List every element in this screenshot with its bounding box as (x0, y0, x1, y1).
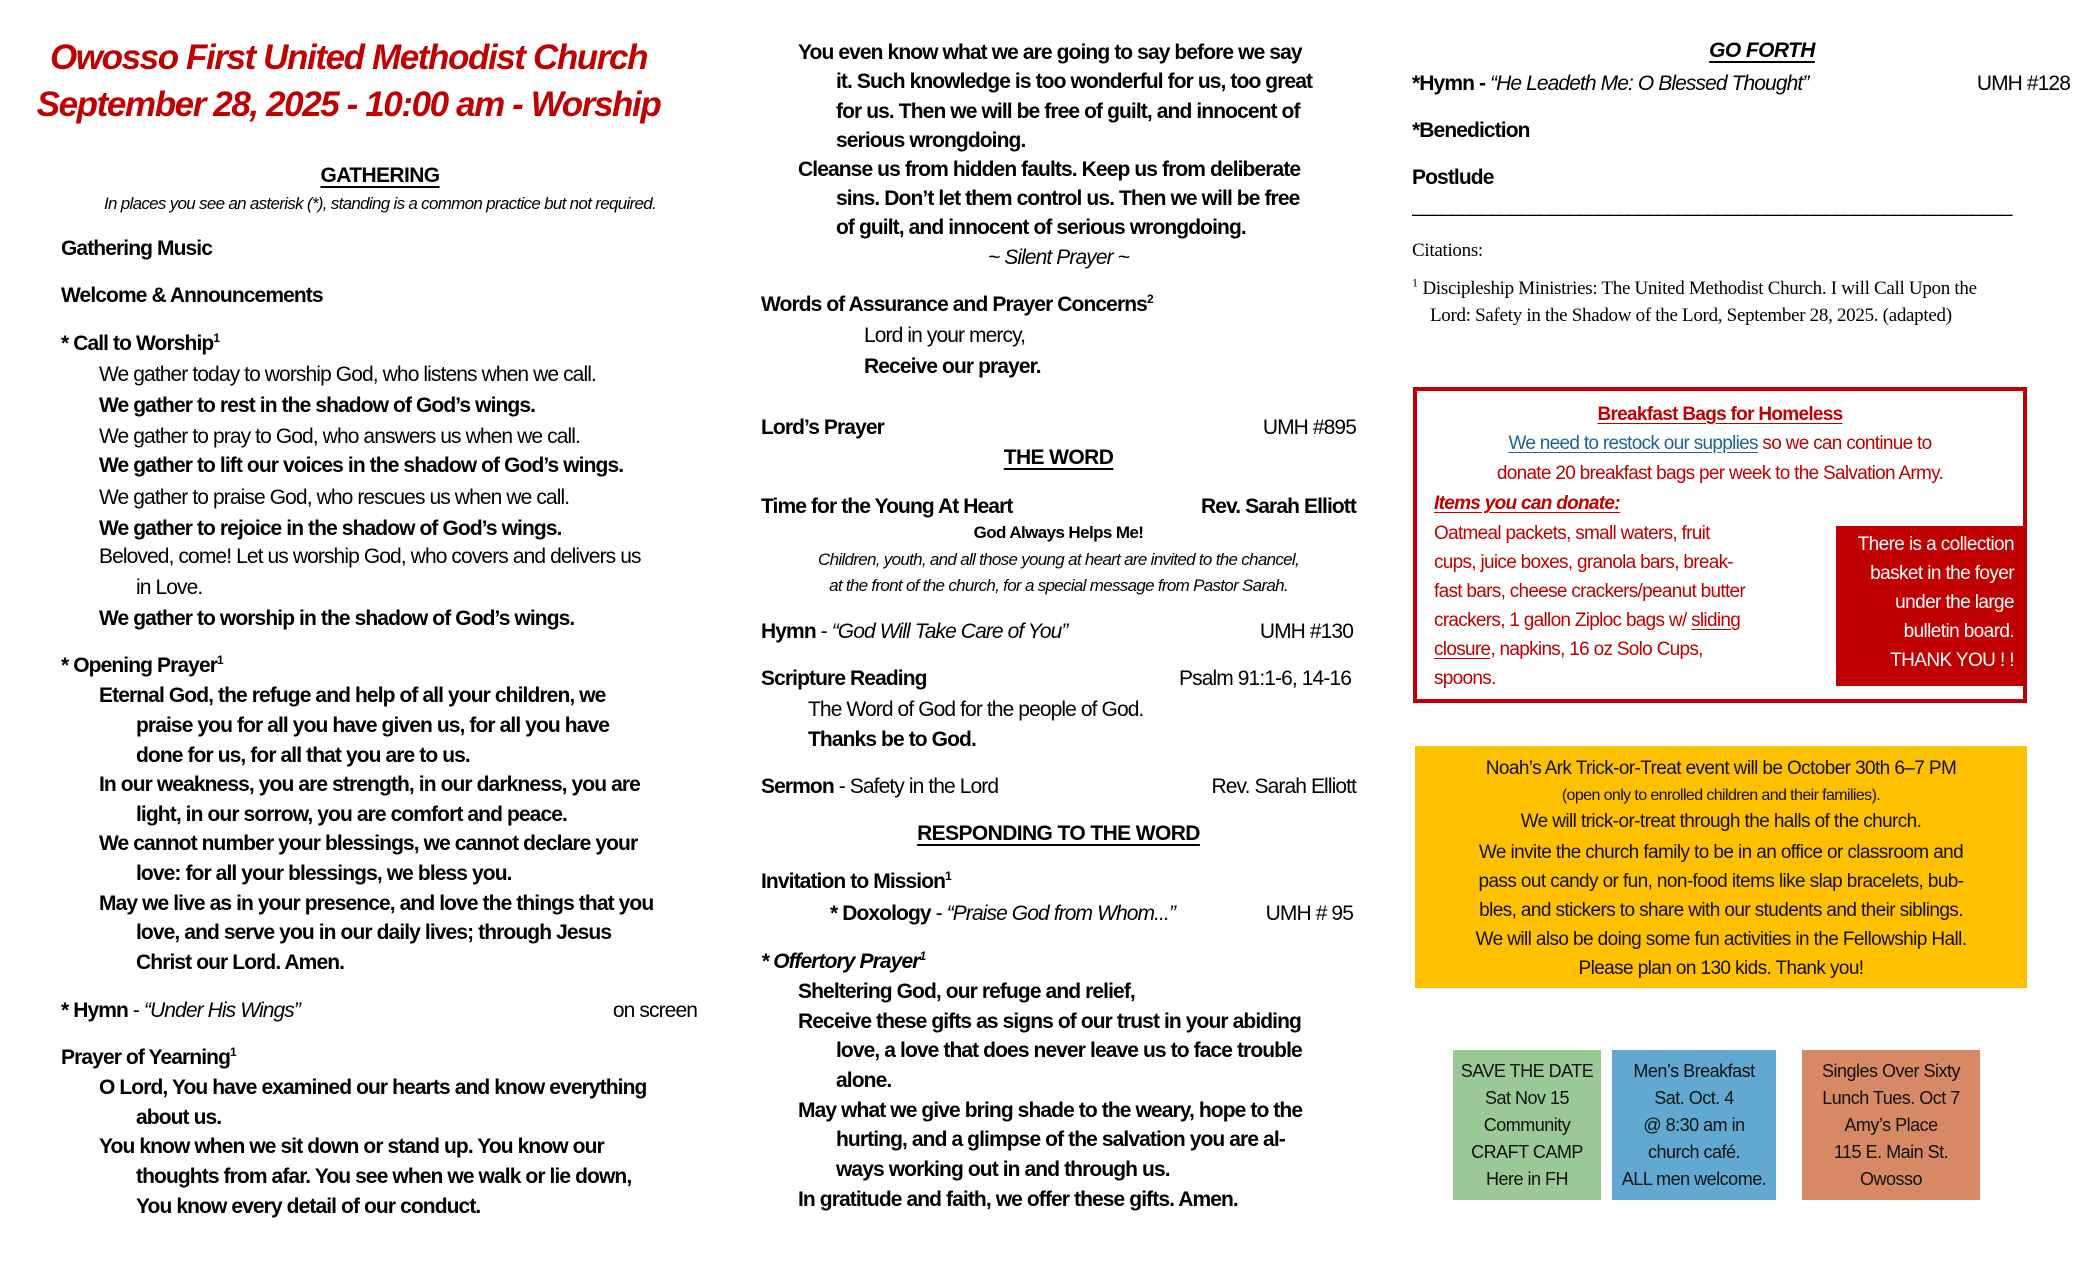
liturgy-people-line: We gather to rejoice in the shadow of God’s wings. (99, 517, 562, 540)
liturgy-people-line: We gather to lift our voices in the shadow of God’s wings. (99, 454, 624, 477)
footnote-ref: 1 (230, 1045, 237, 1059)
liturgy-people-line: Thanks be to God. (808, 728, 976, 751)
prayer-line-cont: about us. (136, 1106, 222, 1129)
prayer-line-cont: love, a love that does never leave us to face trouble (836, 1039, 1302, 1062)
notice-line: bles, and stickers to share with our students and their siblings. (1479, 900, 1963, 921)
prayer-line-cont: praise you for all you have given us, for all you have (136, 714, 610, 737)
benediction: *Benediction (1412, 119, 1530, 142)
offertory-label: * Offertory Prayer (761, 950, 920, 973)
breakfast-bags-intro (1417, 433, 2023, 455)
event-line: 115 E. Main St. (1833, 1142, 1949, 1162)
hymn-god-will-take-care (761, 619, 1068, 645)
event-line: church café. (1647, 1142, 1741, 1162)
prayer-line-cont: light, in our sorrow, you are comfort and peace. (136, 803, 567, 826)
citation-text: Discipleship Ministries: The United Methodist Church. I will Call Upon the (1422, 278, 1977, 299)
prayer-line-cont: Christ our Lord. Amen. (136, 951, 345, 974)
breakfast-bags-intro-2: donate 20 breakfast bags per week to the Salvation Army. (1496, 463, 1944, 484)
prayer-line: May we live as in your presence, and love the things that you (99, 892, 654, 915)
items-line: fast bars, cheese crackers/peanut butter (1434, 581, 1746, 602)
collection-line: basket in the foyer (1870, 563, 2014, 584)
prayer-line-cont: of guilt, and innocent of serious wrongdoing. (836, 216, 1246, 239)
footnote-ref: 1 (217, 653, 224, 667)
collection-basket-notice (1836, 526, 2026, 686)
event-line: Amy’s Place (1844, 1115, 1938, 1135)
prayer-line-cont: ways working out in and through us. (836, 1158, 1170, 1181)
prayer-line: O Lord, You have examined our hearts and know everything (99, 1076, 647, 1099)
items-line: cups, juice boxes, granola bars, break- (1434, 552, 1734, 573)
prayer-line: Receive these gifts as signs of our trust in your abiding (798, 1010, 1301, 1033)
welcome-announcements: Welcome & Announcements (61, 284, 323, 307)
footnote-ref: 1 (213, 331, 221, 345)
prayer-line: In our weakness, you are strength, in our darkness, you are (99, 773, 640, 796)
event-line: CRAFT CAMP (1471, 1142, 1583, 1162)
prayer-line-cont: love, and serve you in our daily lives; through Jesus (136, 921, 612, 944)
words-of-assurance-heading (761, 292, 1154, 318)
hymn-ref: UMH #128 (1976, 72, 2070, 95)
lords-prayer: Lord’s Prayer (761, 416, 884, 439)
lords-prayer-ref: UMH #895 (1262, 416, 1356, 439)
liturgy-leader-line: We gather today to worship God, who listens when we call. (99, 363, 596, 386)
prayer-line: Cleanse us from hidden faults. Keep us from deliberate (798, 158, 1301, 181)
liturgy-leader-line: We gather to praise God, who rescues us when we call. (99, 486, 570, 509)
footnote-ref: 2 (1146, 292, 1154, 306)
sermon (761, 774, 998, 800)
prayer-line-cont: for us. Then we will be free of guilt, and innocent of (836, 100, 1300, 123)
asterisk-note: In places you see an asterisk (*), standing is a common practice but not required. (103, 194, 657, 213)
separator: - (127, 999, 144, 1022)
hymn-label: * Hymn (61, 999, 128, 1022)
liturgy-people-line: We gather to worship in the shadow of God’s wings. (99, 607, 575, 630)
notice-line: (open only to enrolled children and their families). (1561, 787, 1881, 804)
prayer-of-yearning-heading (61, 1045, 237, 1071)
separator: - (930, 902, 947, 925)
sermon-preacher: Rev. Sarah Elliott (1211, 775, 1356, 798)
separator: - (833, 775, 850, 798)
invitation-label: Invitation to Mission (761, 870, 946, 893)
prayer-line-cont: serious wrongdoing. (836, 129, 1026, 152)
scripture-reading: Scripture Reading (761, 667, 927, 690)
gathering-music: Gathering Music (61, 237, 213, 260)
notice-line: We invite the church family to be in an office or classroom and (1478, 842, 1964, 863)
items-line (1434, 639, 1703, 661)
hymn-title: “Under His Wings” (143, 999, 300, 1022)
prayer-line-cont: hurting, and a glimpse of the salvation you are al- (836, 1128, 1285, 1151)
prayer-line: You know when we sit down or stand up. You know our (99, 1135, 604, 1158)
collection-line: THANK YOU ! ! (1890, 650, 2014, 671)
event-line: Singles Over Sixty (1821, 1061, 1961, 1081)
footnote-ref: 1 (919, 949, 927, 963)
service-date-title: September 28, 2025 - 10:00 am - Worship (36, 85, 661, 124)
offertory-prayer-heading (761, 949, 926, 975)
hymn-label: Hymn (761, 620, 816, 643)
divider-rule: _____________________________________________________________ (1412, 195, 2012, 217)
prayer-line-cont: done for us, for all that you are to us. (136, 744, 470, 767)
event-line: ALL men welcome. (1621, 1169, 1767, 1189)
words-of-assurance-label: Words of Assurance and Prayer Concerns (761, 293, 1147, 316)
event-line: Owosso (1859, 1169, 1923, 1189)
items-line: Oatmeal packets, small waters, fruit (1434, 523, 1710, 544)
prayer-line-cont: You know every detail of our conduct. (136, 1195, 481, 1218)
liturgy-leader-line: We gather to pray to God, who answers us when we call. (99, 425, 580, 448)
event-line: Lunch Tues. Oct 7 (1822, 1088, 1960, 1108)
event-card-mens-breakfast (1612, 1050, 1776, 1200)
sliding-text: sliding (1691, 610, 1741, 631)
hymn-he-leadeth-me (1412, 71, 1808, 97)
intro-text: so we can continue to (1757, 433, 1932, 454)
silent-prayer: ~ Silent Prayer ~ (987, 246, 1130, 269)
breakfast-bags-title: Breakfast Bags for Homeless (1597, 404, 1843, 425)
children-note: at the front of the church, for a special message from Pastor Sarah. (829, 576, 1288, 595)
closure-text: closure (1434, 639, 1491, 660)
sermon-title: Safety in the Lord (849, 775, 999, 798)
doxology-label: * Doxology (830, 902, 931, 925)
section-heading-gathering: GATHERING (320, 164, 440, 187)
hymn-under-his-wings (61, 998, 300, 1024)
prayer-of-yearning-label: Prayer of Yearning (61, 1046, 230, 1069)
scripture-ref: Psalm 91:1-6, 14-16 (1178, 667, 1351, 690)
doxology-ref: UMH # 95 (1265, 902, 1353, 925)
prayer-line: We cannot number your blessings, we cannot declare your (99, 832, 638, 855)
church-title: Owosso First United Methodist Church (49, 38, 648, 77)
items-label: Items you can donate: (1434, 493, 1620, 514)
prayer-line-cont: alone. (836, 1069, 892, 1092)
invitation-to-mission (761, 869, 952, 895)
opening-prayer-label: * Opening Prayer (61, 654, 217, 677)
notice-line: Please plan on 130 kids. Thank you! (1578, 958, 1864, 979)
liturgy-people-line: Receive our prayer. (864, 355, 1041, 378)
hymn-title: “He Leadeth Me: O Blessed Thought” (1490, 72, 1809, 95)
hymn-ref: on screen (612, 999, 697, 1022)
event-line: Sat Nov 15 (1484, 1088, 1570, 1108)
doxology-title: “Praise God from Whom...” (946, 902, 1176, 925)
doxology (830, 901, 1175, 927)
section-heading-the-word: THE WORD (1003, 446, 1114, 469)
event-card-craft-camp (1453, 1050, 1601, 1200)
collection-line: There is a collection (1857, 534, 2014, 555)
liturgy-leader-line: Lord in your mercy, (864, 324, 1026, 347)
hymn-ref: UMH #130 (1259, 620, 1353, 643)
prayer-line: Eternal God, the refuge and help of all your children, we (99, 684, 606, 707)
young-at-heart-leader: Rev. Sarah Elliott (1201, 495, 1356, 518)
call-to-worship-heading (61, 331, 220, 357)
event-line: SAVE THE DATE (1460, 1061, 1594, 1081)
section-heading-responding: RESPONDING TO THE WORD (917, 822, 1200, 845)
notice-line: Noah’s Ark Trick-or-Treat event will be October 30th 6–7 PM (1485, 758, 1957, 779)
children-note: Children, youth, and all those young at heart are invited to the chancel, (818, 550, 1299, 569)
prayer-line: May what we give bring shade to the weary, hope to the (798, 1099, 1303, 1122)
restock-link[interactable]: We need to restock our supplies (1508, 433, 1758, 454)
prayer-line-cont: sins. Don’t let them control us. Then we will be free (836, 187, 1300, 210)
prayer-line-cont: love: for all your blessings, we bless you. (136, 862, 512, 885)
notice-line: We will also be doing some fun activities in the Fellowship Hall. (1475, 929, 1967, 950)
items-text: crackers, 1 gallon Ziploc bags w/ (1434, 610, 1692, 631)
items-line (1434, 610, 1740, 632)
prayer-line: You even know what we are going to say before we say (798, 41, 1302, 64)
hymn-title: “God Will Take Care of You” (831, 620, 1068, 643)
event-line: @ 8:30 am in (1643, 1115, 1745, 1135)
event-line: Men’s Breakfast (1633, 1061, 1755, 1081)
separator: - (815, 620, 832, 643)
liturgy-leader-line: Beloved, come! Let us worship God, who covers and delivers us (99, 545, 641, 568)
event-card-singles-over-sixty (1802, 1050, 1980, 1200)
collection-line: bulletin board. (1903, 621, 2014, 642)
liturgy-leader-line: The Word of God for the people of God. (808, 698, 1144, 721)
call-to-worship-label: * Call to Worship (61, 332, 214, 355)
items-line: spoons. (1434, 668, 1496, 689)
postlude: Postlude (1412, 166, 1494, 189)
event-line: Community (1483, 1115, 1571, 1135)
citations-label: Citations: (1412, 240, 1483, 261)
sermon-label: Sermon (761, 775, 834, 798)
children-message-title: God Always Helps Me! (973, 523, 1144, 542)
event-line: Here in FH (1485, 1169, 1569, 1189)
young-at-heart: Time for the Young At Heart (761, 495, 1013, 518)
citation-entry (1412, 275, 1977, 300)
notice-line: pass out candy or fun, non-food items like slap bracelets, bub- (1478, 871, 1964, 892)
liturgy-leader-line-cont: in Love. (136, 576, 203, 599)
footnote-ref: 1 (945, 869, 952, 883)
items-text: , napkins, 16 oz Solo Cups, (1490, 639, 1703, 660)
citation-number: 1 (1412, 275, 1418, 290)
prayer-line-cont: thoughts from afar. You see when we walk or lie down, (136, 1165, 632, 1188)
prayer-line-cont: it. Such knowledge is too wonderful for us, too great (836, 70, 1313, 93)
liturgy-people-line: We gather to rest in the shadow of God’s wings. (99, 394, 536, 417)
prayer-line: Sheltering God, our refuge and relief, (798, 980, 1135, 1003)
opening-prayer-heading (61, 653, 224, 679)
trick-or-treat-notice (1415, 746, 2027, 988)
collection-line: under the large (1895, 592, 2014, 613)
event-line: Sat. Oct. 4 (1654, 1088, 1734, 1108)
citation-entry-cont: Lord: Safety in the Shadow of the Lord, September 28, 2025. (adapted) (1430, 305, 1952, 326)
section-heading-go-forth: GO FORTH (1709, 39, 1815, 62)
prayer-line: In gratitude and faith, we offer these gifts. Amen. (798, 1188, 1238, 1211)
separator: - (1474, 72, 1490, 95)
hymn-label: *Hymn (1412, 72, 1475, 95)
notice-line: We will trick-or-treat through the halls of the church. (1520, 811, 1922, 832)
